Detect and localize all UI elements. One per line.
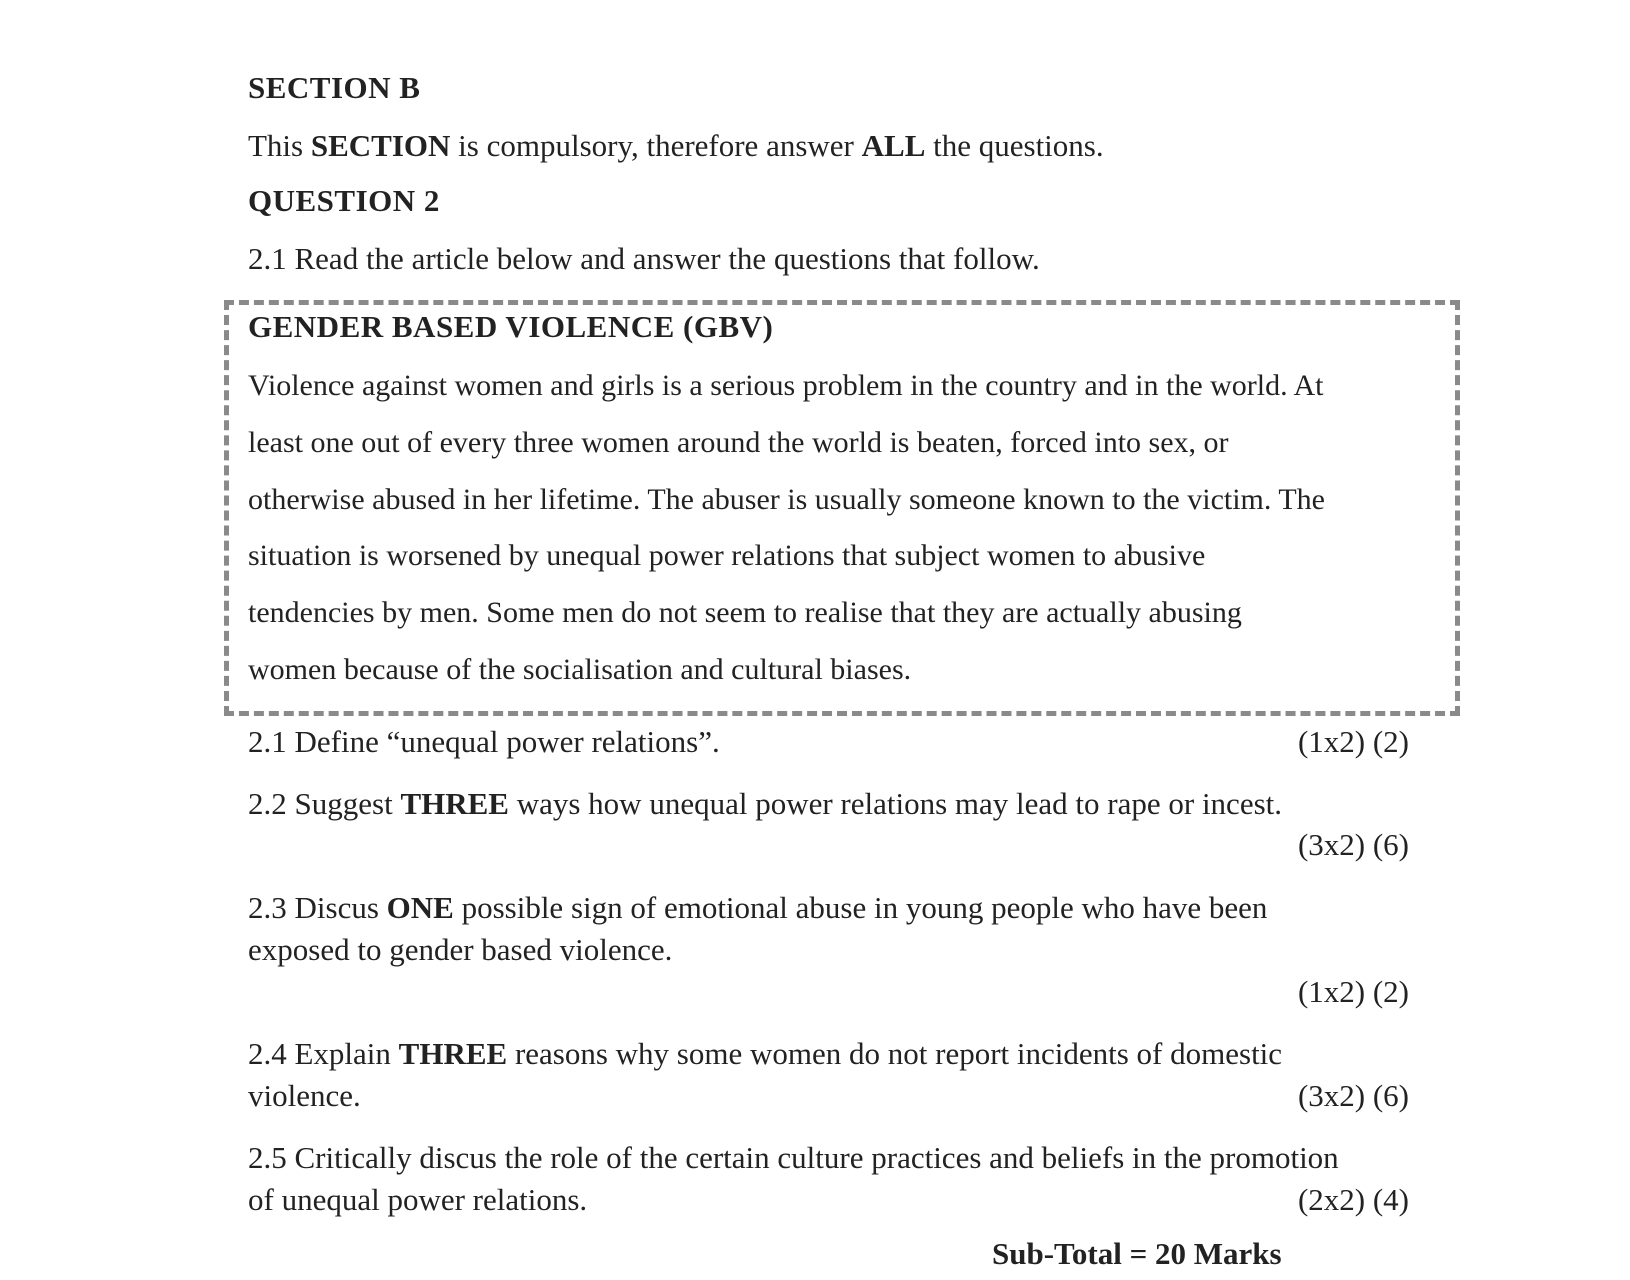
question-intro: 2.1 Read the article below and answer the questions that follow. <box>248 241 1040 276</box>
subquestion-text: ways how unequal power relations may lead to rape or incest. <box>508 786 1283 821</box>
subquestion-2-1: 2.1 Define “unequal power relations”. <box>248 724 720 759</box>
subquestion-emphasis: THREE <box>400 786 509 821</box>
article-line: women because of the socialisation and cultural biases. <box>248 653 912 686</box>
marks-2-2: (3x2) (6) <box>1297 827 1409 862</box>
marks-2-3: (1x2) (2) <box>1297 974 1409 1009</box>
subquestion-text: 2.4 Explain <box>248 1036 399 1071</box>
marks-2-4: (3x2) (6) <box>1297 1078 1409 1113</box>
marks-2-5: (2x2) (4) <box>1297 1182 1409 1217</box>
subquestion-text: 2.2 Suggest <box>248 786 401 821</box>
subquestion-emphasis: ONE <box>386 890 454 925</box>
subquestion-2-4 <box>248 1034 1282 1074</box>
subquestion-2-2 <box>248 784 1282 824</box>
article-line: otherwise abused in her lifetime. The abuser is usually someone known to the victim. The <box>248 483 1325 516</box>
subquestion-text: possible sign of emotional abuse in young people who have been <box>453 890 1268 925</box>
subquestion-2-5-line2: of unequal power relations. <box>248 1182 588 1217</box>
instruction-emphasis: ALL <box>861 128 926 163</box>
marks-2-1: (1x2) (2) <box>1297 724 1409 759</box>
subquestion-text: reasons why some women do not report incidents of domestic <box>507 1036 1283 1071</box>
subquestion-2-4-line2: violence. <box>248 1078 361 1113</box>
question-title: QUESTION 2 <box>248 183 440 218</box>
article-line: situation is worsened by unequal power relations that subject women to abusive <box>248 539 1206 572</box>
subquestion-2-5: 2.5 Critically discus the role of the certain culture practices and beliefs in the promotion <box>248 1140 1339 1175</box>
subtotal-marks: Sub-Total = 20 Marks <box>992 1236 1282 1271</box>
instruction-text: This <box>248 128 311 163</box>
section-instructions <box>248 126 1104 166</box>
subquestion-emphasis: THREE <box>398 1036 508 1071</box>
article-line: least one out of every three women around the world is beaten, forced into sex, or <box>248 426 1229 459</box>
subquestion-text: 2.3 Discus <box>248 890 387 925</box>
article-line: Violence against women and girls is a serious problem in the country and in the world. At <box>248 369 1324 402</box>
instruction-text: is compulsory, therefore answer <box>450 128 862 163</box>
subquestion-2-3-line2: exposed to gender based violence. <box>248 932 673 967</box>
subquestion-2-3 <box>248 888 1267 928</box>
article-line: tendencies by men. Some men do not seem to realise that they are actually abusing <box>248 596 1242 629</box>
article-title: GENDER BASED VIOLENCE (GBV) <box>248 309 774 344</box>
instruction-text: the questions. <box>925 128 1104 163</box>
instruction-emphasis: SECTION <box>310 128 451 163</box>
section-title: SECTION B <box>248 70 421 105</box>
